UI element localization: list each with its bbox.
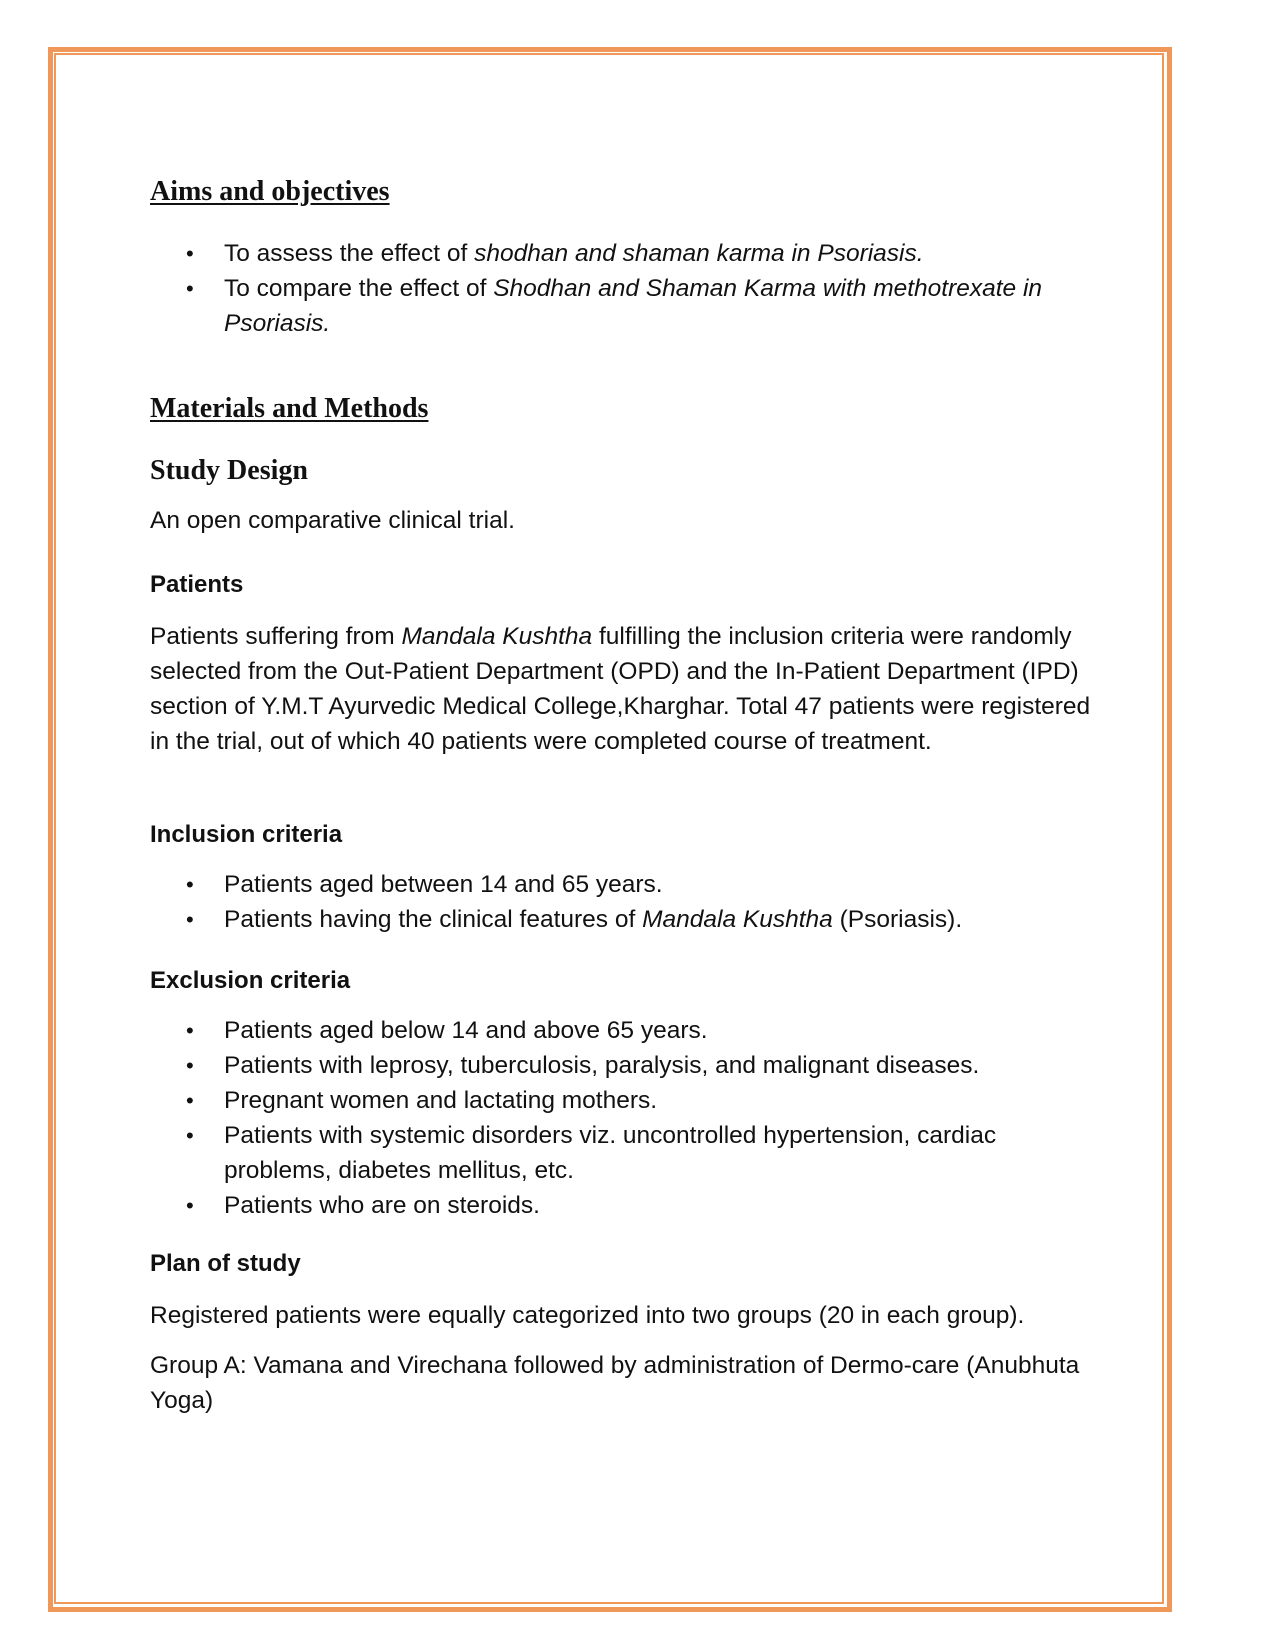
patients-text-a: Patients suffering from bbox=[150, 623, 402, 650]
list-item bbox=[150, 1048, 1110, 1083]
study-design-text: An open comparative clinical trial. bbox=[150, 507, 515, 534]
bullet-icon: • bbox=[186, 1193, 194, 1218]
inclusion-item-1: Patients aged between 14 and 65 years. bbox=[224, 871, 663, 898]
exclusion-item-5: Patients who are on steroids. bbox=[224, 1192, 540, 1219]
bullet-icon: • bbox=[186, 241, 194, 266]
bullet-icon: • bbox=[186, 1053, 194, 1078]
list-item bbox=[150, 1118, 1110, 1188]
plan-text-2: Group A: Vamana and Virechana followed by administration of Dermo-care (Anubhuta Yoga) bbox=[150, 1352, 1080, 1414]
exclusion-item-2: Patients with leprosy, tuberculosis, paralysis, and malignant diseases. bbox=[224, 1052, 980, 1079]
aims-item-1-text: To assess the effect of bbox=[224, 240, 475, 267]
aims-item-1-italic: shodhan and shaman karma in Psoriasis. bbox=[474, 240, 924, 267]
bullet-icon: • bbox=[186, 276, 194, 301]
inclusion-item-2-b: (Psoriasis). bbox=[832, 906, 963, 933]
patients-text-italic: Mandala Kushtha bbox=[401, 623, 593, 650]
bullet-icon: • bbox=[186, 872, 194, 897]
aims-list bbox=[150, 236, 1110, 341]
list-item bbox=[150, 1083, 1110, 1118]
aims-heading: Aims and objectives bbox=[150, 176, 390, 207]
patients-heading: Patients bbox=[150, 571, 244, 598]
exclusion-heading: Exclusion criteria bbox=[150, 967, 351, 994]
list-item bbox=[150, 867, 1110, 902]
list-item bbox=[150, 1188, 1110, 1223]
patients-paragraph bbox=[150, 619, 1110, 759]
plan-text-1: Registered patients were equally categorized into two groups (20 in each group). bbox=[150, 1302, 1025, 1329]
inclusion-heading: Inclusion criteria bbox=[150, 821, 343, 848]
exclusion-item-4: Patients with systemic disorders viz. uncontrolled hypertension, cardiac problems, diabetes mellitus, etc. bbox=[224, 1122, 997, 1184]
inclusion-item-2-a: Patients having the clinical features of bbox=[224, 906, 643, 933]
aims-item-2-text: To compare the effect of bbox=[224, 275, 494, 302]
exclusion-item-3: Pregnant women and lactating mothers. bbox=[224, 1087, 658, 1114]
aims-item-2-italic: Shodhan and Shaman Karma with methotrexate in Psoriasis. bbox=[224, 275, 1043, 337]
inclusion-item-2-italic: Mandala Kushtha bbox=[642, 906, 833, 933]
exclusion-list bbox=[150, 1013, 1110, 1223]
bullet-icon: • bbox=[186, 1123, 194, 1148]
list-item bbox=[150, 902, 1110, 937]
patients-text-b: fulfilling the inclusion criteria were randomly selected from the Out-Patient Department (OPD) and the In-Patient Department (IPD) section of Y.M.T Ayurvedic Medical College,Kharghar. Total 47 patients were registered in the trial, out of which 40 patients were completed course of treatment. bbox=[150, 623, 1091, 755]
list-item bbox=[150, 236, 1110, 271]
study-design-heading: Study Design bbox=[150, 455, 308, 486]
bullet-icon: • bbox=[186, 907, 194, 932]
exclusion-item-1: Patients aged below 14 and above 65 years. bbox=[224, 1017, 708, 1044]
inclusion-list bbox=[150, 867, 1110, 937]
bullet-icon: • bbox=[186, 1088, 194, 1113]
materials-heading: Materials and Methods bbox=[150, 393, 429, 424]
bullet-icon: • bbox=[186, 1018, 194, 1043]
list-item bbox=[150, 271, 1110, 341]
plan-heading: Plan of study bbox=[150, 1250, 301, 1277]
list-item bbox=[150, 1013, 1110, 1048]
